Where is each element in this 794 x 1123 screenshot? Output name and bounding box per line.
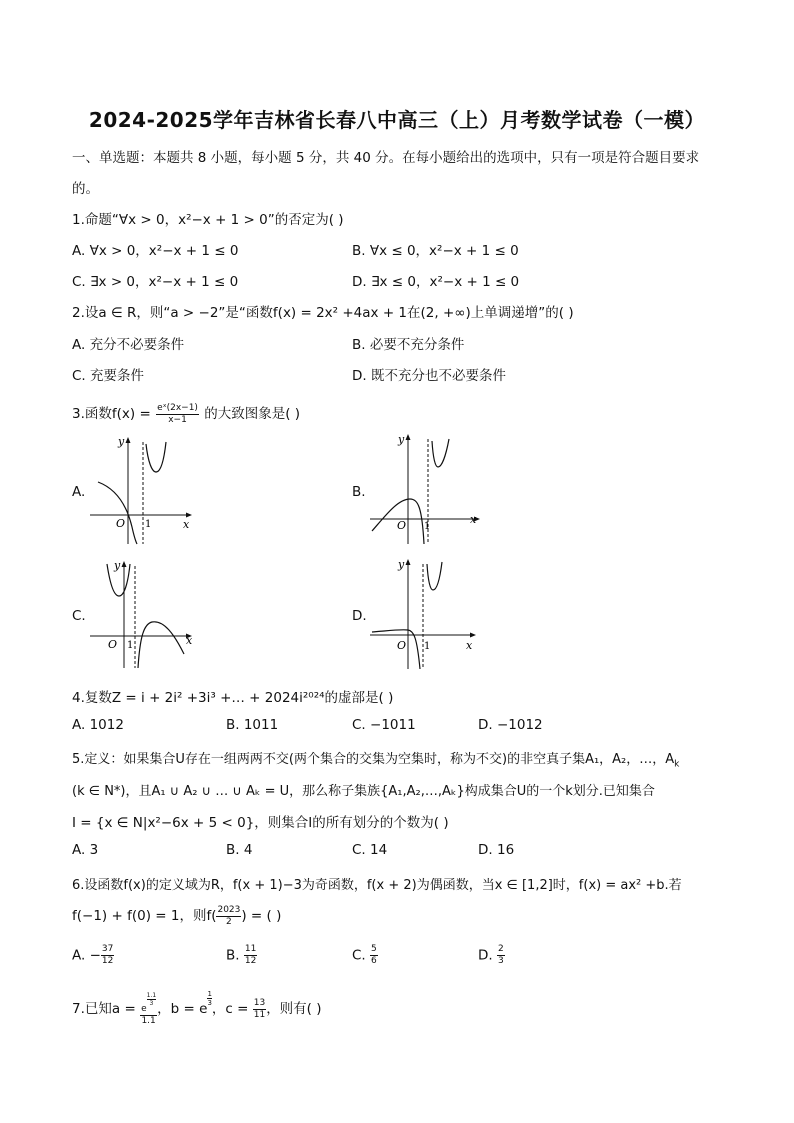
q6-fraction-denominator: 2 [226,916,232,927]
q7-c-numerator: 13 [253,997,266,1008]
q6-line2-suffix: ) = ( ) [241,908,282,924]
origin-label: O [116,517,126,530]
q2-option-c: C. 充要条件 [72,368,145,384]
q6-option-c-fraction [370,944,378,967]
q6-fraction [216,905,241,928]
q7-a-fraction [140,992,157,1027]
q3-stem [72,402,300,426]
q4-option-d: D. −1012 [478,717,543,733]
q3-option-b-graph [366,427,486,547]
q1-option-c: C. ∃x > 0，x²−x + 1 ≤ 0 [72,274,239,290]
curve-right [146,442,166,472]
q7-c-prefix: ，c = [211,1001,249,1017]
q2-option-d: D. 既不充分也不必要条件 [352,368,506,384]
q7-a-exponent [147,992,157,1007]
q3-fraction [156,403,199,426]
origin-label: O [108,638,118,651]
y-label: y [114,559,121,572]
q6-option-c [352,944,378,967]
q7-stem [72,990,322,1027]
q6-option-a-prefix: A. − [72,947,101,964]
q6-option-d [478,944,505,967]
q7-b-exponent-denominator: 3 [207,999,212,1007]
q3-option-b-label: B. [352,484,366,500]
q5-line2: (k ∈ N*)，且A₁ ∪ A₂ ∪ … ∪ Aₖ = U，那么称子集族{A₁,A₂,…,Aₖ}构成集合U的一个k划分.已知集合 [72,784,655,799]
q6-fraction-numerator: 2023 [217,904,241,915]
q3-option-d-label: D. [352,608,367,624]
q7-c-denominator: 11 [253,1009,266,1020]
curve-right [427,562,442,590]
q4-option-c: C. −1011 [352,717,416,733]
q6-line1: 6.设函数f(x)的定义域为R，f(x + 1)−3为奇函数，f(x + 2)为偶函数，当x ∈ [1,2]时，f(x) = ax² +b.若 [72,878,682,893]
x-label: x [183,518,190,531]
one-label: 1 [127,640,134,651]
q1-option-a: A. ∀x > 0，x²−x + 1 ≤ 0 [72,243,239,259]
q3-fraction-numerator: eˣ(2x−1) [157,402,198,413]
x-axis-arrow [470,633,476,638]
q5-line1 [72,748,679,770]
y-axis-arrow [126,437,131,443]
x-label: x [470,513,477,526]
q6-option-d-denominator: 3 [497,956,504,966]
q5-option-d: D. 16 [478,842,515,858]
q7-a-numerator [140,992,157,1016]
q5-option-a: A. 3 [72,842,99,858]
q6-option-b [226,944,257,967]
curve-right [138,622,184,668]
page-title: 2024-2025学年吉林省长春八中高三（上）月考数学试卷（一模） [88,108,706,132]
q3-fraction-denominator: x−1 [168,414,187,425]
q3-option-c-graph [86,556,201,671]
q7-b-exponent-numerator: 1 [207,990,212,998]
q5-option-b: B. 4 [226,842,253,858]
q1-option-b: B. ∀x ≤ 0，x²−x + 1 ≤ 0 [352,243,519,259]
q6-option-b-prefix: B. [226,947,240,964]
q5-line1-text: 5.定义：如果集合U存在一组两两不交(两个集合的交集为空集时，称为不交)的非空真子集A₁，A₂，…，A [72,752,675,767]
y-axis-arrow [406,434,411,440]
q6-option-c-denominator: 6 [371,956,377,966]
q1-stem: 1.命题“∀x > 0，x²−x + 1 > 0”的否定为( ) [72,212,344,228]
x-label: x [186,634,193,647]
q7-b-text: ，b = e [157,1001,208,1017]
q2-option-b: B. 必要不充分条件 [352,337,465,353]
y-label: y [118,435,125,448]
q6-option-a-denominator: 12 [101,956,114,966]
q7-a-exponent-denominator: 3 [149,999,154,1007]
q4-option-b: B. 1011 [226,717,279,733]
q6-line2 [72,904,281,928]
q6-option-a-fraction [101,944,114,967]
q3-option-a-label: A. [72,484,86,500]
q1-option-d: D. ∃x ≤ 0，x²−x + 1 ≤ 0 [352,274,520,290]
q3-option-c-label: C. [72,608,86,624]
q6-option-d-fraction [497,944,505,967]
one-label: 1 [424,521,431,532]
curve-right [432,439,449,467]
q4-option-a: A. 1012 [72,717,124,733]
q7-c-fraction [253,998,266,1021]
y-axis-arrow [406,559,411,565]
q7-a-denominator: 1.1 [141,1015,156,1026]
q5-line1-subscript: k [674,759,680,770]
section-instruction-line2: 的。 [72,181,99,197]
q6-line2-prefix: f(−1) + f(0) = 1，则f( [72,908,217,924]
q3-stem-prefix: 3.函数f(x) = [72,406,151,422]
q3-option-a-graph [86,432,196,547]
x-axis-arrow [186,513,192,518]
q3-stem-suffix: 的大致图象是( ) [204,406,301,422]
q6-option-c-numerator: 5 [371,944,377,954]
q4-stem: 4.复数Z = i + 2i² +3i³ +… + 2024i²⁰²⁴的虚部是( ) [72,690,394,706]
q6-option-b-numerator: 11 [244,944,257,954]
q7-a-base: e [141,1003,147,1014]
one-label: 1 [424,641,431,652]
origin-label: O [397,519,407,532]
q5-line3: I = {x ∈ N|x²−6x + 5 < 0}，则集合I的所有划分的个数为( ) [72,815,449,831]
q5-option-c: C. 14 [352,842,388,858]
q2-stem: 2.设a ∈ R，则“a > −2”是“函数f(x) = 2x² +4ax + 1在(2, +∞)上单调递增”的( ) [72,305,574,321]
one-label: 1 [145,519,152,530]
curve-left [372,630,420,669]
origin-label: O [397,639,407,652]
curve-left [98,482,137,544]
q6-option-b-fraction [244,944,257,967]
q6-option-c-prefix: C. [352,947,366,964]
q6-option-b-denominator: 12 [244,956,257,966]
q2-option-a: A. 充分不必要条件 [72,337,185,353]
q7-a-exponent-numerator: 1.1 [146,991,157,999]
y-axis-arrow [122,561,127,567]
q7-prefix: 7.已知a = [72,1001,136,1017]
q6-option-a-numerator: 37 [101,944,114,954]
x-label: x [466,639,473,652]
q7-suffix: ，则有( ) [266,1001,322,1017]
q6-option-a [72,944,114,967]
q6-option-d-prefix: D. [478,947,493,964]
section-instruction-line1: 一、单选题：本题共 8 小题，每小题 5 分，共 40 分。在每小题给出的选项中，只有一项是符合题目要求 [72,150,700,166]
q6-option-d-numerator: 2 [497,944,504,954]
q3-option-d-graph [366,552,486,672]
y-label: y [398,558,405,571]
y-label: y [398,433,405,446]
